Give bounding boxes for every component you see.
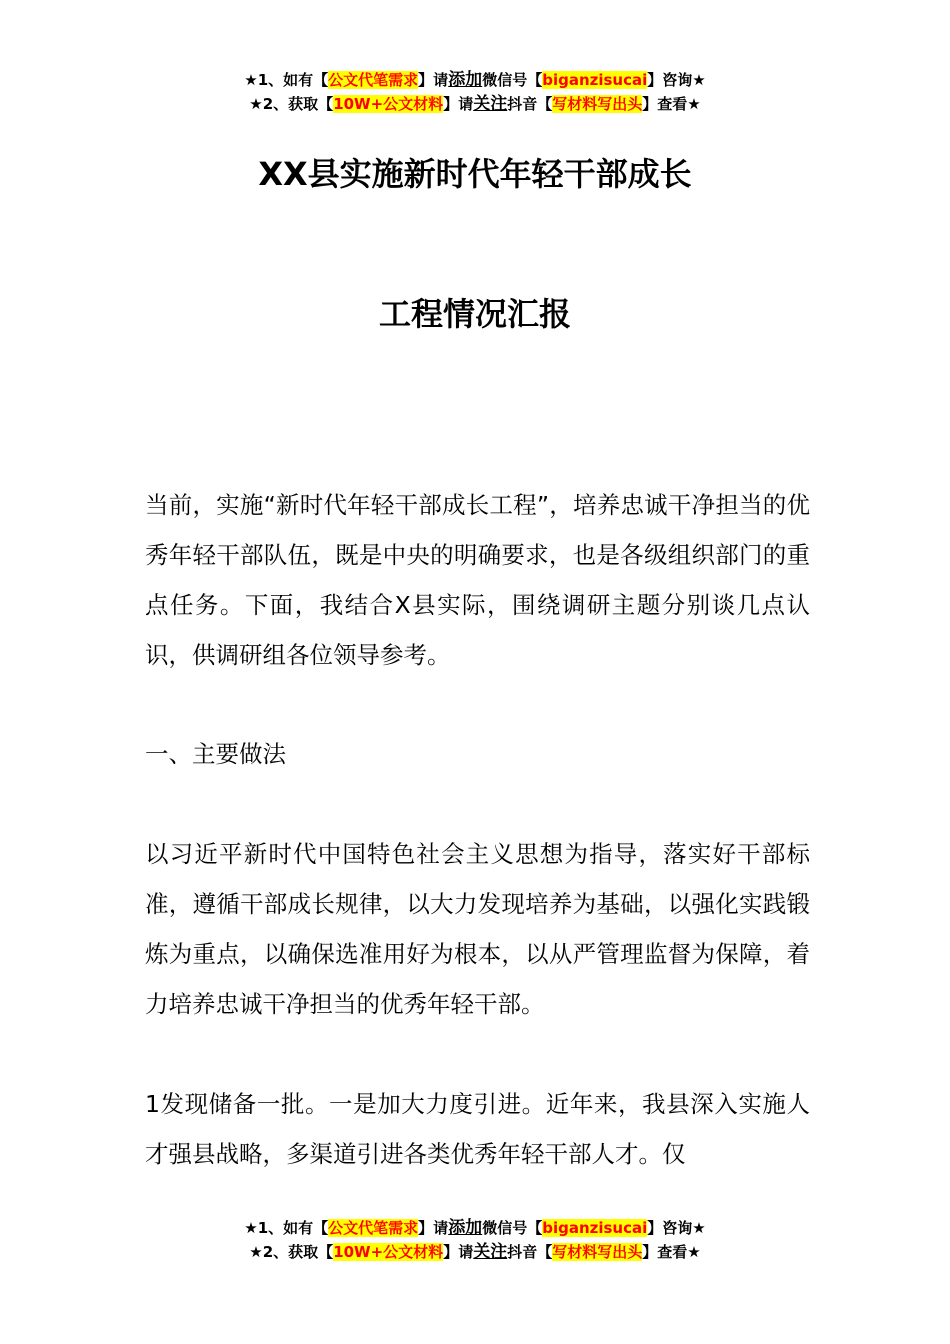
promo-text: 】咨询★ — [647, 71, 706, 89]
promo-text: 】请 — [443, 95, 474, 113]
promo-wechat-id: biganzisucai — [542, 1219, 648, 1237]
promo-underlined: 关注 — [473, 94, 508, 114]
promo-text: 微信号【 — [482, 1219, 543, 1237]
promo-underlined: 关注 — [473, 1242, 508, 1262]
promo-line-2 — [0, 1240, 950, 1264]
promo-text: 】请 — [418, 71, 449, 89]
body-paragraph: 以习近平新时代中国特色社会主义思想为指导，落实好干部标准，遵循干部成长规律，以大力发现培养为基础，以强化实践锻炼为重点，以确保选准用好为根本，以从严管理监督为保障，着力培养忠诚干净担当的优秀年轻干部。 — [145, 840, 810, 1018]
promo-line-2 — [0, 92, 950, 116]
promo-text: 抖音【 — [507, 1243, 553, 1261]
promo-text: 】查看★ — [642, 1243, 701, 1261]
promo-text: 】咨询★ — [647, 1219, 706, 1237]
promo-banner-bottom — [0, 1216, 950, 1264]
document-title-line-2: 工程情况汇报 — [378, 295, 571, 333]
promo-highlight: 公文代笔需求 — [328, 71, 419, 89]
promo-text: ★1、如有【 — [244, 1219, 329, 1237]
promo-douyin-id: 写材料写出头 — [552, 1243, 643, 1261]
promo-douyin-id: 写材料写出头 — [552, 95, 643, 113]
promo-wechat-id: biganzisucai — [542, 71, 648, 89]
promo-text: 】请 — [418, 1219, 449, 1237]
intro-paragraph: 当前，实施“新时代年轻干部成长工程”，培养忠诚干净担当的优秀年轻干部队伍，既是中央的明确要求，也是各级组织部门的重点任务。下面，我结合X县实际，围绕调研主题分别谈几点认识，供调研组各位领导参考。 — [145, 491, 810, 669]
body-paragraph: 1发现储备一批。一是加大力度引进。近年来，我县深入实施人才强县战略，多渠道引进各类优秀年轻干部人才。仅 — [145, 1090, 810, 1168]
promo-text: 】请 — [443, 1243, 474, 1261]
promo-highlight: 10W+公文材料 — [333, 95, 444, 113]
promo-banner-top — [0, 68, 950, 116]
promo-text: ★1、如有【 — [244, 71, 329, 89]
document-title-line-1: XX县实施新时代年轻干部成长 — [258, 155, 692, 193]
promo-text: 】查看★ — [642, 95, 701, 113]
promo-line-1 — [0, 68, 950, 92]
promo-text: ★2、获取【 — [249, 95, 334, 113]
section-heading: 一、主要做法 — [145, 740, 286, 768]
promo-text: 微信号【 — [482, 71, 543, 89]
promo-text: 抖音【 — [507, 95, 553, 113]
promo-underlined: 添加 — [448, 70, 483, 90]
promo-underlined: 添加 — [448, 1218, 483, 1238]
promo-highlight: 公文代笔需求 — [328, 1219, 419, 1237]
promo-text: ★2、获取【 — [249, 1243, 334, 1261]
promo-line-1 — [0, 1216, 950, 1240]
promo-highlight: 10W+公文材料 — [333, 1243, 444, 1261]
